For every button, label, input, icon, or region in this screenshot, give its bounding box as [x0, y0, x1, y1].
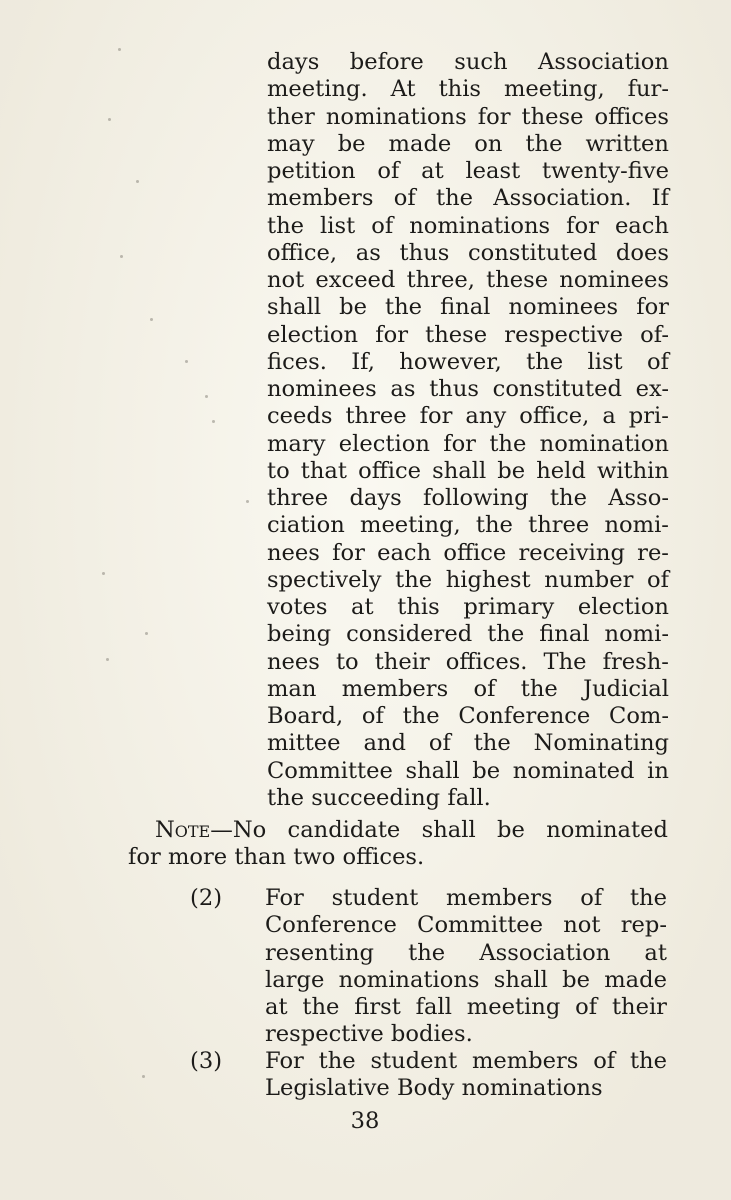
text-line: ciation meeting, the three nomi-	[267, 512, 669, 539]
text-line: fices. If, however, the list of	[267, 348, 669, 375]
item-number: (3)	[190, 1048, 223, 1074]
paper-speck	[145, 632, 148, 635]
paper-speck	[106, 658, 109, 661]
text-line: Board, of the Conference Com-	[267, 703, 669, 729]
text-line: being considered the final nomi-	[267, 621, 669, 648]
text-line: the succeeding fall.	[267, 784, 491, 811]
item-body	[265, 1048, 667, 1103]
text-line: Committee shall be nominated in	[267, 757, 669, 784]
note-label: Note	[155, 817, 211, 843]
text-line: office, as thus constituted does	[267, 239, 669, 266]
text-line: the list of nominations for each	[267, 212, 669, 239]
paper-speck	[205, 395, 208, 398]
text-line: election for these respective of-	[267, 321, 669, 348]
paper-speck	[136, 180, 139, 183]
paper-speck	[212, 420, 215, 423]
text-line: not exceed three, these nominees	[267, 267, 669, 293]
text-line: resenting the Association at	[265, 939, 667, 966]
note-paragraph	[128, 817, 668, 872]
main-paragraph	[267, 49, 669, 812]
text-line: Conference Committee not rep-	[265, 912, 667, 939]
paper-speck	[246, 500, 249, 503]
text-line: For student members of the	[265, 885, 667, 911]
text-line: meeting. At this meeting, fur-	[267, 76, 669, 103]
text-line: respective bodies.	[265, 1021, 473, 1048]
paper-speck	[185, 360, 188, 363]
text-line: three days following the Asso-	[267, 485, 669, 511]
text-line: mary election for the nomination	[267, 430, 669, 457]
paper-speck	[118, 48, 121, 51]
note-first-line: Note—No candidate shall be nominated	[155, 817, 668, 843]
text-line: ceeds three for any office, a pri-	[267, 403, 669, 430]
text-line: nominees as thus constituted ex-	[267, 376, 669, 402]
item-body	[265, 885, 667, 1049]
page-number: 38	[350, 1108, 380, 1134]
text-line: members of the Association. If	[267, 185, 669, 212]
paper-speck	[120, 255, 123, 258]
paper-speck	[108, 118, 111, 121]
text-line: spectively the highest number of	[267, 566, 669, 593]
text-line: man members of the Judicial	[267, 675, 669, 702]
text-line: For the student members of the	[265, 1048, 667, 1074]
text-line: mittee and of the Nominating	[267, 730, 669, 757]
text-line: Legislative Body nominations	[265, 1075, 603, 1102]
text-line: ther nominations for these offices	[267, 103, 669, 130]
text-line: nees for each office receiving re-	[267, 539, 669, 566]
text-line: petition of at least twenty-five	[267, 158, 669, 184]
paper-speck	[142, 1075, 145, 1078]
text-line: shall be the final nominees for	[267, 294, 669, 321]
text-line: days before such Association	[267, 49, 669, 75]
paper-speck	[102, 572, 105, 575]
text-line: large nominations shall be made	[265, 966, 667, 993]
text-line: to that office shall be held within	[267, 457, 669, 484]
text-line: nees to their offices. The fresh-	[267, 648, 669, 675]
note-second-line: for more than two offices.	[128, 844, 425, 871]
text-line: at the first fall meeting of their	[265, 994, 667, 1020]
text-line: votes at this primary election	[267, 594, 669, 620]
paper-speck	[150, 318, 153, 321]
text-line: may be made on the written	[267, 130, 669, 157]
item-number: (2)	[190, 885, 223, 911]
